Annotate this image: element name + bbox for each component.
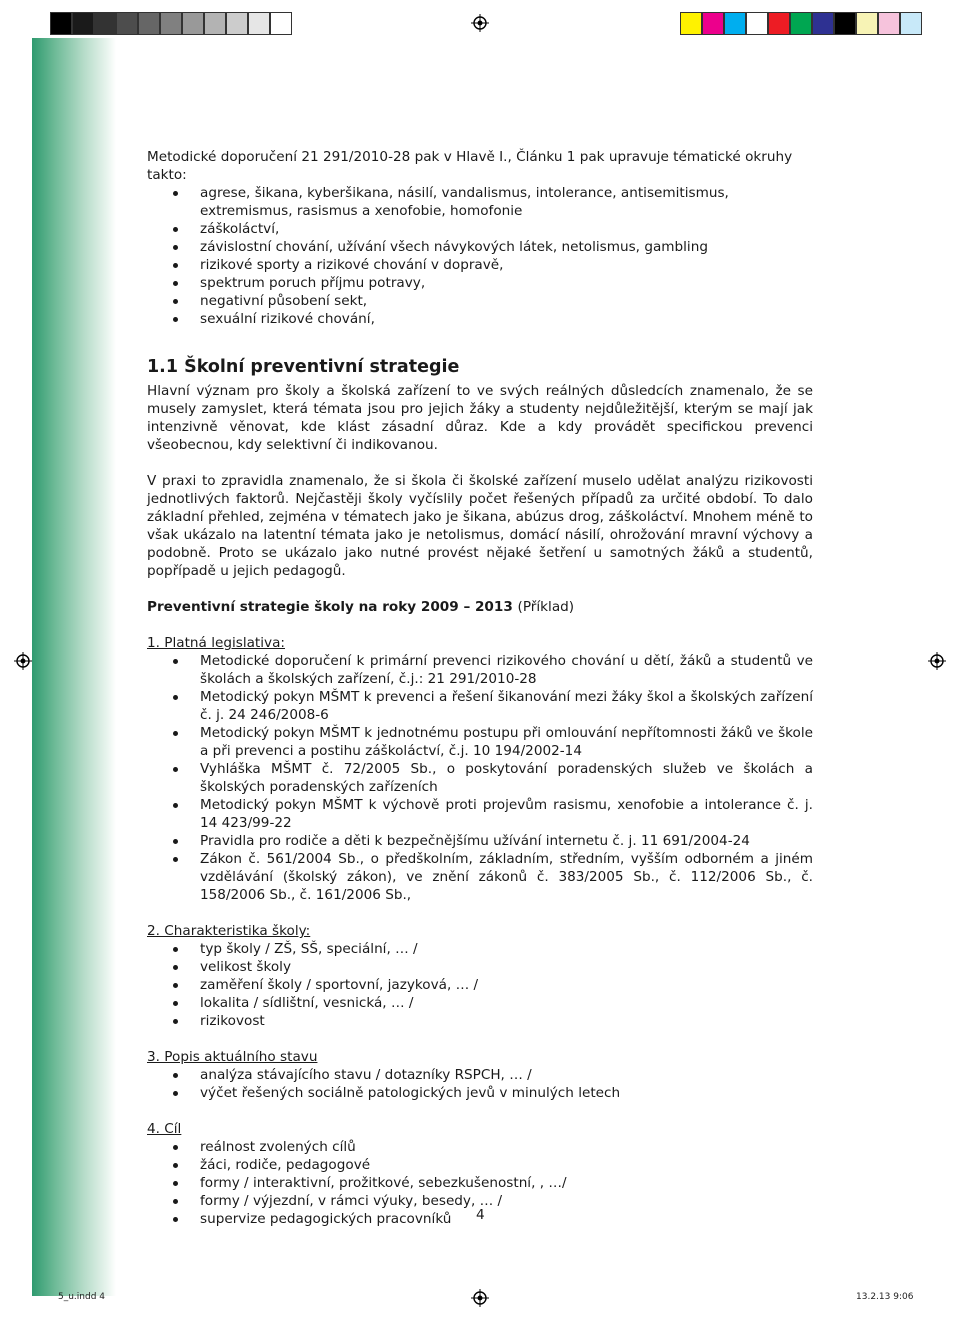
list-item: rizikovost — [147, 1012, 813, 1030]
section-paragraph-1: Hlavní význam pro školy a školská zařízení to ve svých reálných důsledcích znamenalo, že se musely zamyslet, která témata jsou pro jejich žáky a studenty nejdůležitější, kterým se mají jak intenzivně věnovat, kde klást zásadní důraz. Kde a kdy provádět specifickou prevenci všeobecnou, kdy selektivní či indikovanou. — [147, 383, 813, 453]
color-swatch — [746, 12, 768, 35]
registration-mark-left-icon — [14, 652, 32, 670]
list-item: Metodický pokyn MŠMT k jednotnému postupu při omlouvání nepřítomnosti žáků ve škole a při prevenci a postihu záškoláctví, č.j. 10 194/2002-14 — [147, 724, 813, 760]
list-item: formy / interaktivní, prožitkové, sebezkušenostní, , …/ — [147, 1174, 813, 1192]
list-item: lokalita / sídlištní, vesnická, … / — [147, 994, 813, 1012]
color-swatch — [878, 12, 900, 35]
color-swatch — [790, 12, 812, 35]
legislation-heading: 1. Platná legislativa: — [147, 635, 285, 651]
list-item: Metodický pokyn MŠMT k prevenci a řešení šikanování mezi žáky škol a školských zařízení č. j. 24 246/2008-6 — [147, 688, 813, 724]
list-item: analýza stávajícího stavu / dotazníky RSPCH, … / — [147, 1066, 813, 1084]
registration-mark-top-icon — [471, 14, 489, 32]
current-state-list — [147, 1066, 813, 1102]
list-item: typ školy / ZŠ, SŠ, speciální, … / — [147, 940, 813, 958]
color-swatch — [768, 12, 790, 35]
list-item: závislostní chování, užívání všech návykových látek, netolismus, gambling — [147, 238, 813, 256]
page-number: 4 — [476, 1207, 485, 1223]
print-slug-date: 13.2.13 9:06 — [856, 1292, 914, 1302]
registration-mark-right-icon — [928, 652, 946, 670]
list-item: Metodický pokyn MŠMT k výchově proti projevům rasismu, xenofobie a intolerance č. j. 14 423/99-22 — [147, 796, 813, 832]
color-swatch — [182, 12, 204, 35]
color-swatch — [248, 12, 270, 35]
color-swatch — [680, 12, 702, 35]
intro-topic-list — [147, 184, 813, 328]
print-slug-file: 5_u.indd 4 — [58, 1292, 106, 1302]
list-item: záškoláctví, — [147, 220, 813, 238]
color-swatch — [856, 12, 878, 35]
list-item: velikost školy — [147, 958, 813, 976]
color-swatch — [812, 12, 834, 35]
color-swatch — [50, 12, 72, 35]
color-swatch — [226, 12, 248, 35]
list-item: reálnost zvolených cílů — [147, 1138, 813, 1156]
school-characteristics-list — [147, 940, 813, 1030]
grayscale-color-bar — [50, 12, 292, 35]
list-item: rizikové sporty a rizikové chování v dopravě, — [147, 256, 813, 274]
registration-mark-bottom-icon — [471, 1289, 489, 1307]
list-item: Pravidla pro rodiče a děti k bezpečnějšímu užívání internetu č. j. 11 691/2004-24 — [147, 832, 813, 850]
section-heading: 1.1 Školní preventivní strategie — [147, 357, 460, 377]
list-item: Metodické doporučení k primární prevenci rizikového chování u dětí, žáků a studentů ve školách a školských zařízení, č.j.: 21 291/2010-28 — [147, 652, 813, 688]
side-gradient-strip — [32, 38, 116, 1296]
list-item: formy / výjezdní, v rámci výuky, besedy, … / — [147, 1192, 813, 1210]
color-swatch — [94, 12, 116, 35]
color-swatch — [72, 12, 94, 35]
process-color-bar — [680, 12, 922, 35]
list-item: výčet řešených sociálně patologických jevů v minulých letech — [147, 1084, 813, 1102]
page-content — [147, 148, 813, 1228]
color-swatch — [834, 12, 856, 35]
school-characteristics-heading: 2. Charakteristika školy: — [147, 923, 311, 939]
goal-heading: 4. Cíl — [147, 1121, 182, 1137]
current-state-heading: 3. Popis aktuálního stavu — [147, 1049, 318, 1065]
strategy-title-text: Preventivní strategie školy na roky 2009 – 2013 — [147, 599, 513, 615]
intro-line: Metodické doporučení 21 291/2010-28 pak v Hlavě I., Článku 1 pak upravuje tématické okruhy takto: — [147, 149, 793, 183]
list-item: sexuální rizikové chování, — [147, 310, 813, 328]
color-swatch — [160, 12, 182, 35]
list-item: supervize pedagogických pracovníků — [147, 1210, 813, 1228]
list-item: agrese, šikana, kyberšikana, násilí, vandalismus, intolerance, antisemitismus, extremismus, rasismus a xenofobie, homofonie — [147, 184, 813, 220]
list-item: zaměření školy / sportovní, jazyková, … / — [147, 976, 813, 994]
list-item: Vyhláška MŠMT č. 72/2005 Sb., o poskytování poradenských služeb ve školách a školských poradenských zařízeních — [147, 760, 813, 796]
legislation-list — [147, 652, 813, 904]
color-swatch — [724, 12, 746, 35]
list-item: spektrum poruch příjmu potravy, — [147, 274, 813, 292]
color-swatch — [900, 12, 922, 35]
list-item: Zákon č. 561/2004 Sb., o předškolním, základním, středním, vyšším odborném a jiném vzdělávání (školský zákon), ve znění zákonů č. 383/2005 Sb., č. 112/2006 Sb., č. 158/2006 Sb., č. 161/2006 Sb., — [147, 850, 813, 904]
color-swatch — [204, 12, 226, 35]
list-item: negativní působení sekt, — [147, 292, 813, 310]
color-swatch — [702, 12, 724, 35]
color-swatch — [116, 12, 138, 35]
strategy-title-suffix: (Příklad) — [517, 599, 575, 615]
list-item: žáci, rodiče, pedagogové — [147, 1156, 813, 1174]
strategy-title — [147, 598, 813, 616]
color-swatch — [270, 12, 292, 35]
section-paragraph-2: V praxi to zpravidla znamenalo, že si škola či školské zařízení muselo udělat analýzu rizikovosti jednotlivých faktorů. Nejčastěji školy vyčíslily počet řešených případů za určité období. To dalo základní přehled, zejména v tématech jako je šikana, abúzus drog, záškoláctví. Mnohem méně to však ukázalo na latentní témata jako je netolismus, domácí násilí, ohrožování mravní výchovy a podobně. Proto se ukázalo jako nutné provést nějaké šetření u samotných žáků a studentů, popřípadě u jejich pedagogů. — [147, 473, 813, 579]
color-swatch — [138, 12, 160, 35]
